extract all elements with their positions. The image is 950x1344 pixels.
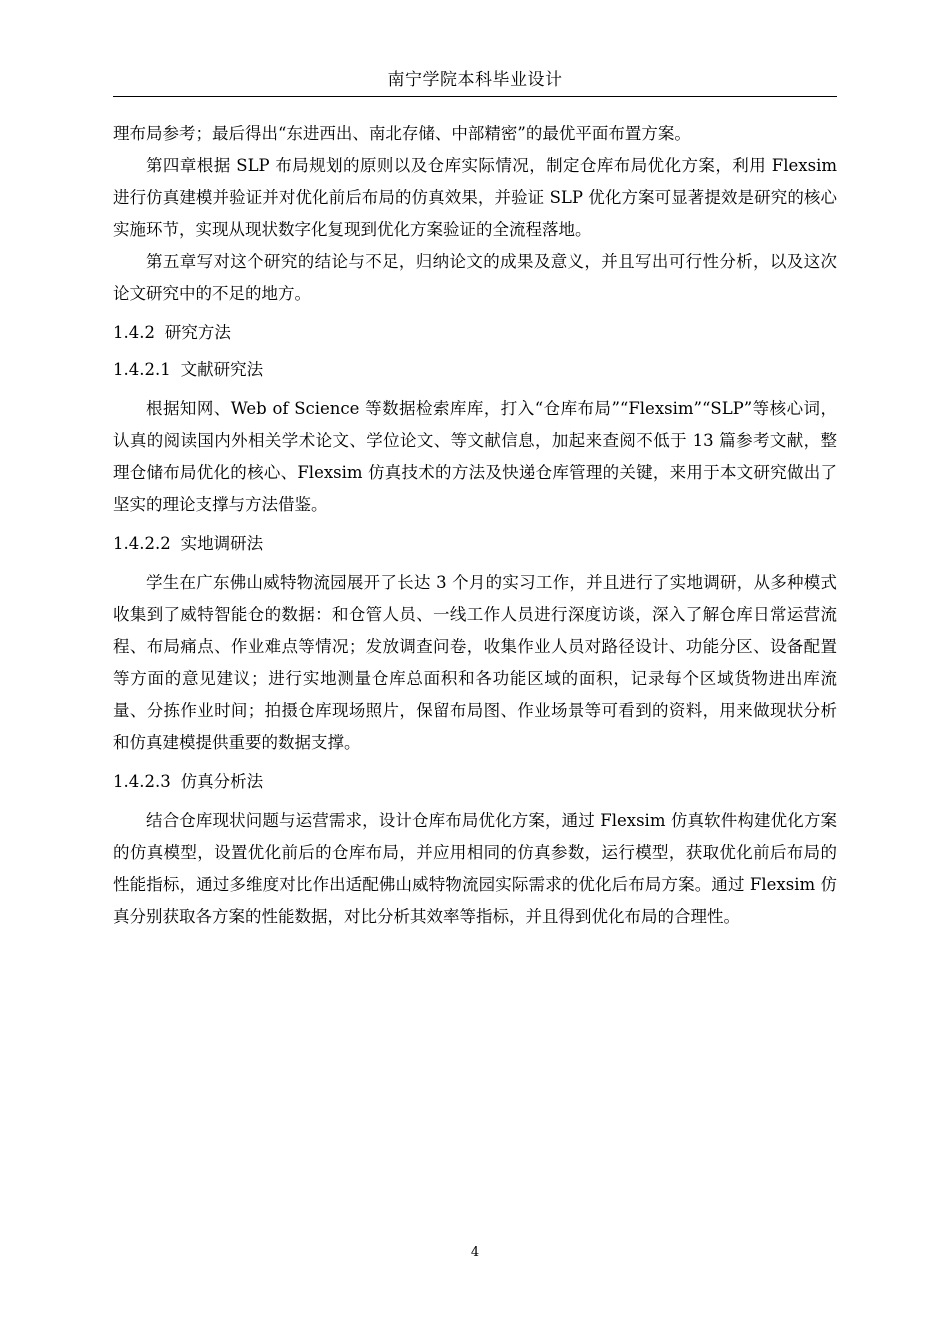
section-number: 1.4.2.2 xyxy=(113,534,171,553)
subsection-heading-literature-research xyxy=(113,356,837,384)
paragraph-chapter-four: 第四章根据 SLP 布局规划的原则以及仓库实际情况，制定仓库布局优化方案，利用 Flexsim 进行仿真建模并验证并对优化前后布局的仿真效果，并验证 SLP 优化方案可显著提效是研究的核心实施环节，实现从现状数字化复现到优化方案验证的全流程落地。 xyxy=(113,156,837,239)
section-title: 研究方法 xyxy=(164,323,231,342)
section-title: 仿真分析法 xyxy=(180,772,264,791)
section-heading-research-methods xyxy=(113,319,837,347)
page-number: 4 xyxy=(470,1245,480,1260)
running-header: 南宁学院本科毕业设计 xyxy=(387,70,563,90)
section-number: 1.4.2 xyxy=(113,323,155,342)
header-rule xyxy=(113,96,837,97)
paragraph-chapter-five: 第五章写对这个研究的结论与不足，归纳论文的成果及意义，并且写出可行性分析，以及这次论文研究中的不足的地方。 xyxy=(113,252,837,303)
paragraph-layout-reference: 理布局参考；最后得出“东进西出、南北存储、中部精密”的最优平面布置方案。 xyxy=(113,124,691,143)
paragraph-field-research: 学生在广东佛山威特物流园展开了长达 3 个月的实习工作，并且进行了实地调研，从多种模式收集到了威特智能仓的数据：和仓管人员、一线工作人员进行深度访谈，深入了解仓库日常运营流程、布局痛点、作业难点等情况；发放调查问卷，收集作业人员对路径设计、功能分区、设备配置等方面的意见建议；进行实地测量仓库总面积和各功能区域的面积，记录每个区域货物进出库流量、分拣作业时间；拍摄仓库现场照片，保留布局图、作业场景等可看到的资料，用来做现状分析和仿真建模提供重要的数据支撑。 xyxy=(113,573,837,752)
subsection-heading-simulation-analysis xyxy=(113,768,837,796)
subsection-heading-field-research xyxy=(113,530,837,558)
section-number: 1.4.2.3 xyxy=(113,772,171,791)
section-title: 文献研究法 xyxy=(180,360,264,379)
section-number: 1.4.2.1 xyxy=(113,360,171,379)
paragraph-simulation-analysis: 结合仓库现状问题与运营需求，设计仓库布局优化方案，通过 Flexsim 仿真软件构建优化方案的仿真模型，设置优化前后的仓库布局，并应用相同的仿真参数，运行模型，获取优化前后布局的性能指标，通过多维度对比作出适配佛山威特物流园实际需求的优化后布局方案。通过 Flexsim 仿真分别获取各方案的性能数据，对比分析其效率等指标，并且得到优化布局的合理性。 xyxy=(113,811,837,926)
paragraph-literature-research: 根据知网、Web of Science 等数据检索库库，打入“仓库布局”“Flexsim”“SLP”等核心词，认真的阅读国内外相关学术论文、学位论文、等文献信息，加起来查阅不低于 13 篇参考文献，整理仓储布局优化的核心、Flexsim 仿真技术的方法及快递仓库管理的关键，来用于本文研究做出了坚实的理论支撑与方法借鉴。 xyxy=(113,399,837,514)
body-text xyxy=(113,118,837,933)
section-title: 实地调研法 xyxy=(180,534,264,553)
